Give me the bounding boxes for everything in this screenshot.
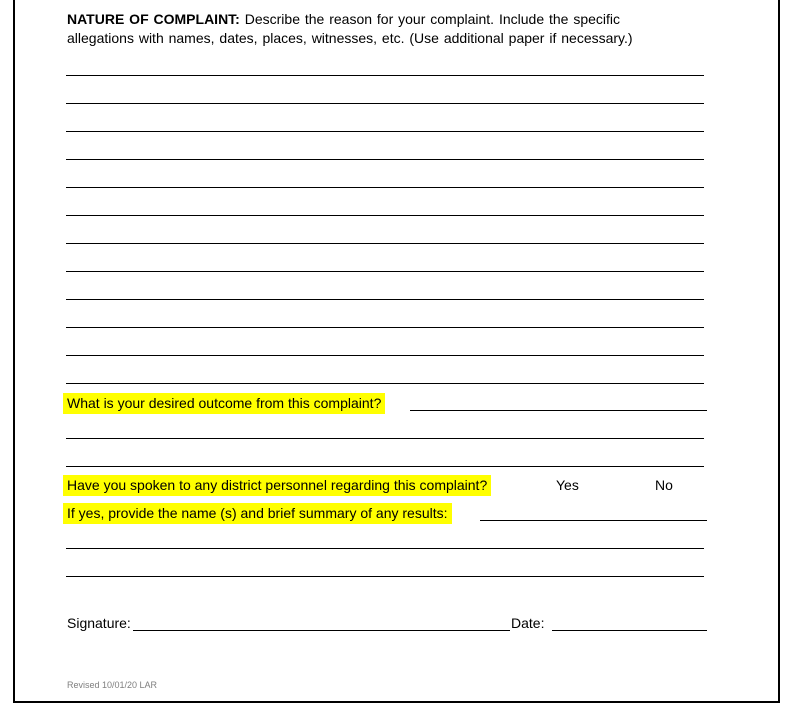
personnel-question: Have you spoken to any district personnel regarding this complaint? bbox=[63, 475, 491, 496]
outcome-line[interactable] bbox=[66, 466, 704, 467]
date-label: Date: bbox=[511, 615, 545, 631]
complaint-line[interactable] bbox=[66, 355, 704, 356]
complaint-line[interactable] bbox=[66, 215, 704, 216]
complaint-line[interactable] bbox=[66, 299, 704, 300]
date-line[interactable] bbox=[552, 630, 707, 631]
complaint-instructions bbox=[67, 10, 707, 48]
complaint-instructions-line2: allegations with names, dates, places, witnesses, etc. (Use additional paper if necessary.) bbox=[67, 30, 633, 46]
signature-label: Signature: bbox=[67, 615, 131, 631]
personnel-answer-line[interactable] bbox=[480, 520, 707, 521]
complaint-heading: NATURE OF COMPLAINT: bbox=[67, 11, 240, 27]
no-option[interactable]: No bbox=[655, 477, 673, 493]
outcome-line[interactable] bbox=[66, 438, 704, 439]
complaint-line[interactable] bbox=[66, 159, 704, 160]
form-border bbox=[13, 0, 780, 703]
personnel-line[interactable] bbox=[66, 576, 704, 577]
complaint-line[interactable] bbox=[66, 103, 704, 104]
revision-note: Revised 10/01/20 LAR bbox=[67, 680, 158, 690]
complaint-line[interactable] bbox=[66, 187, 704, 188]
outcome-answer-line[interactable] bbox=[410, 410, 707, 411]
personnel-followup: If yes, provide the name (s) and brief summary of any results: bbox=[63, 503, 452, 524]
complaint-line[interactable] bbox=[66, 243, 704, 244]
personnel-question-wrapper bbox=[67, 476, 491, 495]
yes-option[interactable]: Yes bbox=[556, 477, 579, 493]
complaint-instructions-line1: Describe the reason for your complaint. Include the specific bbox=[244, 11, 621, 27]
complaint-line[interactable] bbox=[66, 383, 704, 384]
signature-line[interactable] bbox=[133, 630, 510, 631]
complaint-line[interactable] bbox=[66, 131, 704, 132]
complaint-line[interactable] bbox=[66, 75, 704, 76]
personnel-line[interactable] bbox=[66, 548, 704, 549]
complaint-line[interactable] bbox=[66, 271, 704, 272]
personnel-followup-wrapper bbox=[67, 504, 452, 523]
complaint-line[interactable] bbox=[66, 327, 704, 328]
outcome-question: What is your desired outcome from this complaint? bbox=[63, 393, 385, 414]
outcome-question-wrapper bbox=[67, 394, 385, 413]
